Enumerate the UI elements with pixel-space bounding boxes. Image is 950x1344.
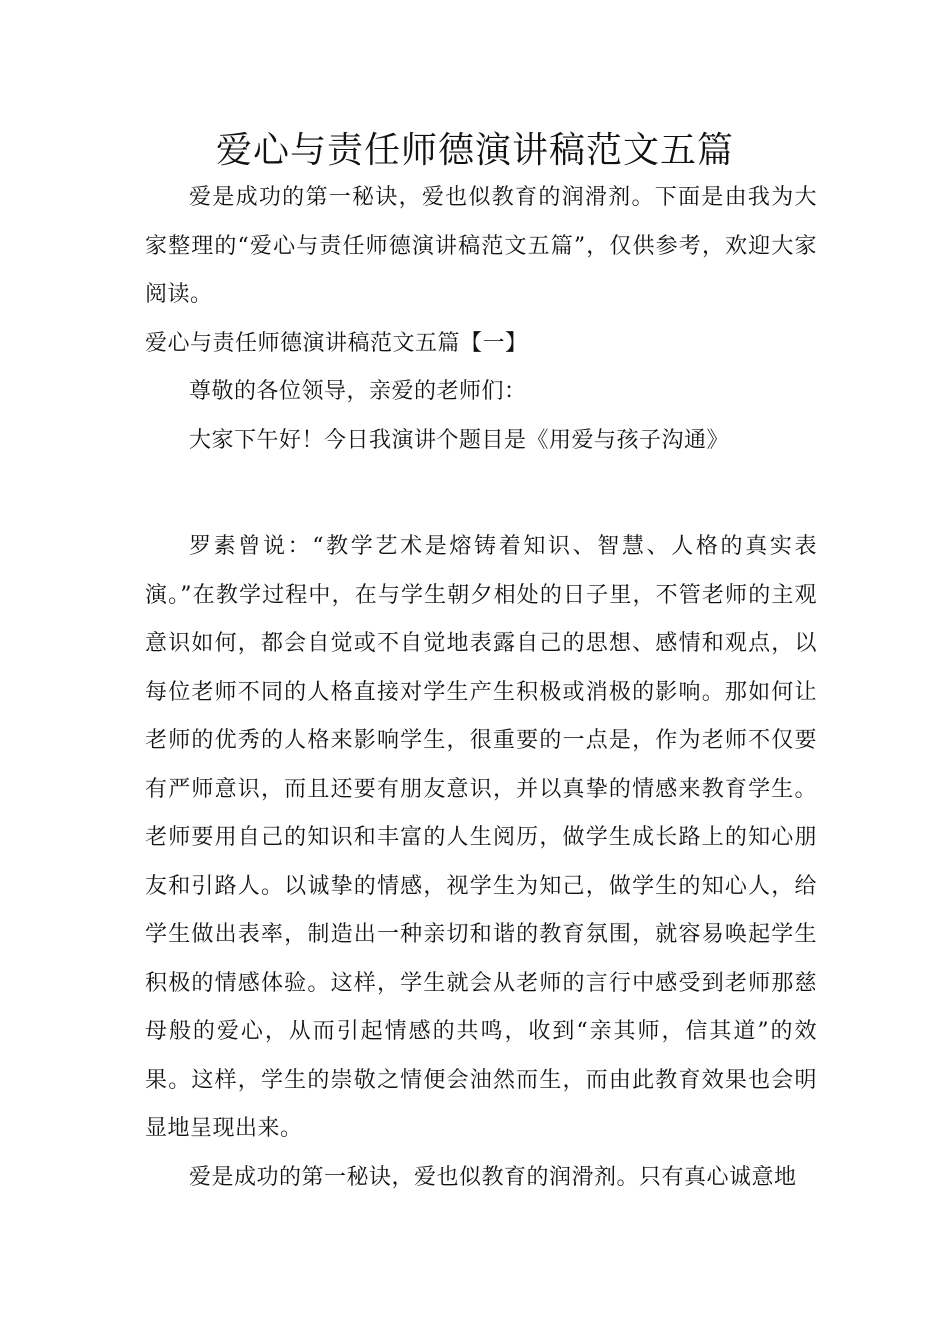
main-paragraph: 罗素曾说：“教学艺术是熔铸着知识、智慧、人格的真实表演。”在教学过程中，在与学生朝夕相处的日子里，不管老师的主观意识如何，都会自觉或不自觉地表露自己的思想、感情和观点，以每位老师不同的人格直接对学生产生积极或消极的影响。那如何让老师的优秀的人格来影响学生，很重要的一点是，作为老师不仅要有严师意识，而且还要有朋友意识，并以真挚的情感来教育学生。老师要用自己的知识和丰富的人生阅历，做学生成长路上的知心朋友和引路人。以诚挚的情感，视学生为知己，做学生的知心人，给学生做出表率，制造出一种亲切和谐的教育氛围，就容易唤起学生积极的情感体验。这样，学生就会从老师的言行中感受到老师那慈母般的爱心，从而引起情感的共鸣，收到“亲其师，信其道”的效果。这样，学生的崇敬之情便会油然而生，而由此教育效果也会明显地呈现出来。 (145, 534, 817, 1141)
salutation-paragraph: 尊敬的各位领导，亲爱的老师们： (189, 379, 527, 404)
intro-paragraph: 爱是成功的第一秘诀，爱也似教育的润滑剂。下面是由我为大家整理的“爱心与责任师德演讲稿范文五篇”，仅供参考，欢迎大家阅读。 (145, 185, 817, 307)
greeting-paragraph: 大家下午好！今日我演讲个题目是《用爱与孩子沟通》 (189, 427, 730, 453)
document-body (145, 174, 817, 1202)
document-title: 爱心与责任师德演讲稿范文五篇 (215, 130, 734, 171)
blank-line (145, 465, 817, 523)
last-paragraph: 爱是成功的第一秘诀，爱也似教育的润滑剂。只有真心诚意地 (189, 1164, 797, 1190)
section-heading: 爱心与责任师德演讲稿范文五篇【一】 (145, 330, 528, 356)
